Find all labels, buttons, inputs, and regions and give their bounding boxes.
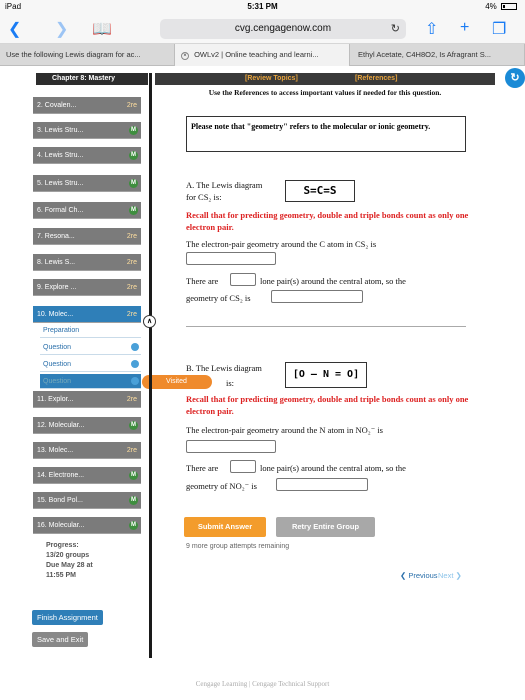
sidebar-item-10[interactable]: 10. Molec... 2re <box>33 306 141 323</box>
ios-status-bar <box>0 0 525 14</box>
mastery-badge-icon: M <box>131 180 136 186</box>
submit-answer-button[interactable]: Submit Answer <box>184 517 266 537</box>
no2-electron-pair-geometry-input[interactable] <box>186 440 276 453</box>
part-a-intro: A. The Lewis diagram <box>186 180 263 190</box>
part-a-for: for CS₂ is: <box>186 192 222 202</box>
sidebar-item-4[interactable]: 4. Lewis Stru... M <box>33 147 141 164</box>
mastery-badge-icon: M <box>131 152 136 158</box>
url-text: cvg.cengagenow.com <box>234 23 332 34</box>
references-link[interactable]: [References] <box>355 75 398 82</box>
due-label: Due May 28 at <box>46 562 93 569</box>
cs2-molecular-geometry-input[interactable] <box>271 290 363 303</box>
device-label: iPad <box>5 2 22 11</box>
mastery-badge-icon: M <box>131 127 136 133</box>
chapter-header: Chapter 8: Mastery <box>36 73 148 85</box>
bookmarks-icon[interactable]: 📖 <box>92 21 112 38</box>
browser-tab-2[interactable] <box>175 44 350 66</box>
battery-icon <box>501 3 517 10</box>
next-button[interactable]: Next ❯ <box>438 571 462 580</box>
collapse-sidebar-icon[interactable]: ∧ <box>143 315 156 328</box>
tabs-overview-icon[interactable]: ❐ <box>492 21 507 38</box>
reload-icon[interactable]: ↻ <box>390 23 400 35</box>
chevron-left-icon: ❮ <box>400 571 409 580</box>
part-b-recall: Recall that for predicting geometry, double and triple bonds count as only one electron pair. <box>186 394 469 416</box>
status-dot-icon <box>131 343 139 351</box>
retry-group-button[interactable]: Retry Entire Group <box>276 517 375 537</box>
mastery-badge-icon: M <box>131 207 136 213</box>
sidebar-item-14[interactable]: 14. Electrone... M <box>33 467 141 484</box>
tab-title: Use the following Lewis diagram for ac... <box>6 50 141 59</box>
mastery-badge-icon: M <box>131 472 136 478</box>
browser-tab-3[interactable] <box>350 44 525 66</box>
sidebar-item-3[interactable]: 3. Lewis Stru... M <box>33 122 141 139</box>
part-b-geometry-of: geometry of NO₂⁻ is <box>186 481 257 491</box>
mastery-badge-icon: M <box>131 497 136 503</box>
sidebar-item-12[interactable]: 12. Molecular... M <box>33 417 141 434</box>
top-links-bar <box>155 73 495 85</box>
cs2-lone-pairs-input[interactable] <box>230 273 256 286</box>
chevron-right-icon: ❯ <box>453 571 462 580</box>
review-topics-link[interactable]: [Review Topics] <box>245 75 298 82</box>
tab-title: Ethyl Acetate, C4H8O2, Is Afragrant S... <box>358 50 491 59</box>
part-b-question-1: The electron-pair geometry around the N atom in NO₂⁻ is <box>186 425 383 435</box>
sidebar-item-16[interactable]: 16. Molecular... M <box>33 517 141 534</box>
lewis-diagram-cs2: S=C=S <box>285 180 355 202</box>
sidebar-item-9[interactable]: 9. Explore ... 2re <box>33 279 141 296</box>
new-tab-icon[interactable]: + <box>460 19 470 36</box>
part-a-lone-pairs-text: lone pair(s) around the central atom, so the <box>260 276 406 286</box>
sidebar-item-13[interactable]: 13. Molec... 2re <box>33 442 141 459</box>
sidebar-item-7[interactable]: 7. Resona... 2re <box>33 228 141 245</box>
mastery-badge-icon: M <box>131 522 136 528</box>
sidebar-item-6[interactable]: 6. Formal Ch... M <box>33 202 141 219</box>
save-and-exit-button[interactable]: Save and Exit <box>32 632 88 647</box>
share-icon[interactable]: ⇧ <box>425 21 439 38</box>
part-b-for: is: <box>226 378 235 388</box>
no2-lone-pairs-input[interactable] <box>230 460 256 473</box>
part-b-there-are: There are <box>186 463 219 473</box>
page-footer: Cengage Learning | Cengage Technical Support <box>195 680 330 688</box>
section-divider <box>186 326 466 327</box>
browser-toolbar <box>0 14 525 44</box>
sidebar-sub-question-3[interactable]: Question <box>40 374 141 389</box>
part-a-geometry-of: geometry of CS₂ is <box>186 293 251 303</box>
part-b-lone-pairs-text: lone pair(s) around the central atom, so the <box>260 463 406 473</box>
status-dot-icon <box>131 360 139 368</box>
sidebar-item-8[interactable]: 8. Lewis S... 2re <box>33 254 141 271</box>
previous-button[interactable]: ❮ Previous <box>400 571 438 580</box>
progress-block <box>46 541 93 581</box>
progress-value: 13/20 groups <box>46 552 90 559</box>
sidebar-sub-preparation[interactable]: Preparation <box>40 323 141 338</box>
visited-tooltip: Visited <box>142 375 212 389</box>
finish-assignment-button[interactable]: Finish Assignment <box>32 610 103 625</box>
address-bar[interactable] <box>160 19 406 39</box>
battery-percent: 4% <box>485 2 497 11</box>
cs2-electron-pair-geometry-input[interactable] <box>186 252 276 265</box>
browser-tab-strip <box>0 44 525 66</box>
sidebar-sub-question-2[interactable]: Question <box>40 357 141 372</box>
sync-icon[interactable]: ↻ <box>505 68 525 88</box>
part-a-there-are: There are <box>186 276 219 286</box>
part-a-recall: Recall that for predicting geometry, double and triple bonds count as only one electron pair. <box>186 210 469 232</box>
status-dot-icon <box>131 377 139 385</box>
sidebar-item-2[interactable]: 2. Covalen... 2re <box>33 97 141 114</box>
due-time: 11:55 PM <box>46 572 76 579</box>
sidebar-item-15[interactable]: 15. Bond Pol... M <box>33 492 141 509</box>
no2-molecular-geometry-input[interactable] <box>276 478 368 491</box>
sidebar-sub-question-1[interactable]: Question <box>40 340 141 355</box>
part-a-question-1: The electron-pair geometry around the C atom in CS₂ is <box>186 239 377 249</box>
sidebar-divider <box>149 73 152 658</box>
progress-title: Progress: <box>46 542 79 549</box>
instructions: Use the References to access important values if needed for this question. <box>208 88 442 97</box>
battery-indicator <box>485 2 517 11</box>
back-icon[interactable]: ❮ <box>8 21 22 38</box>
browser-tab-1[interactable] <box>0 44 175 66</box>
sidebar-item-5[interactable]: 5. Lewis Stru... M <box>33 175 141 192</box>
forward-icon[interactable]: ❯ <box>55 21 69 38</box>
mastery-badge-icon: M <box>131 422 136 428</box>
lewis-diagram-no2: [O — N = O] <box>285 362 367 388</box>
part-b-intro: B. The Lewis diagram <box>186 363 262 373</box>
sidebar-item-11[interactable]: 11. Explor... 2re <box>33 391 141 408</box>
attempts-remaining: 9 more group attempts remaining <box>186 543 290 550</box>
tab-title: OWLv2 | Online teaching and learni... <box>194 50 319 59</box>
close-tab-icon[interactable]: × <box>181 52 189 60</box>
clock: 5:31 PM <box>247 2 278 11</box>
geometry-note: Please note that "geometry" refers to the molecular or ionic geometry. <box>186 116 466 152</box>
